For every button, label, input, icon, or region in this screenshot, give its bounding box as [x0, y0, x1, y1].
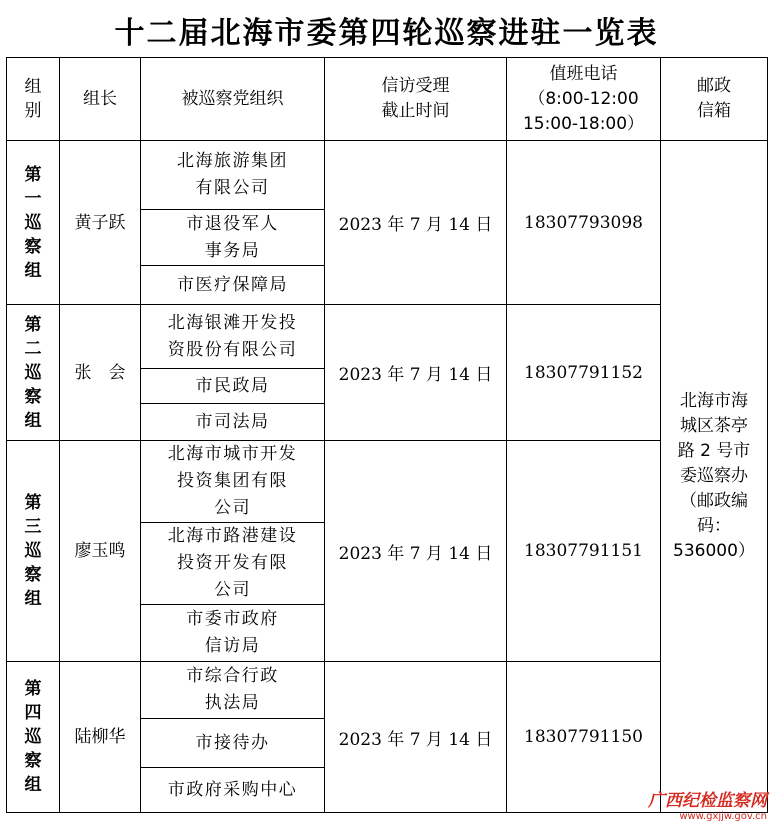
org-cell: 市民政局 — [141, 369, 325, 404]
group-cell: 第四巡察组 — [7, 662, 60, 813]
header-phone-line2: （8:00-12:00 — [528, 88, 639, 109]
phone-cell: 18307791150 — [507, 662, 661, 813]
group-cell: 第一巡察组 — [7, 141, 60, 305]
org-cell: 市综合行政 执法局 — [141, 662, 325, 719]
org-cell: 市政府采购中心 — [141, 768, 325, 813]
org-cell: 市司法局 — [141, 404, 325, 441]
org-cell: 北海市路港建设 投资开发有限 公司 — [141, 523, 325, 605]
header-phone-line3: 15:00-18:00） — [522, 113, 645, 134]
header-row — [7, 58, 768, 141]
org-cell: 北海旅游集团 有限公司 — [141, 141, 325, 210]
leader-cell: 陆柳华 — [60, 662, 141, 813]
org-cell: 市医疗保障局 — [141, 266, 325, 305]
header-group: 组别 — [7, 58, 60, 141]
org-cell: 北海银滩开发投 资股份有限公司 — [141, 305, 325, 369]
phone-cell: 18307793098 — [507, 141, 661, 305]
watermark-url: www.gxjjw.gov.cn — [679, 811, 767, 822]
org-cell: 市接待办 — [141, 719, 325, 768]
header-deadline-line1: 信访受理 — [381, 76, 450, 96]
header-phone-line1: 值班电话 — [549, 63, 618, 84]
table-row — [7, 305, 768, 369]
watermark-logo: 广西纪检监察网 — [648, 791, 767, 811]
org-cell: 市退役军人 事务局 — [141, 210, 325, 266]
org-cell: 北海市城市开发 投资集团有限 公司 — [141, 441, 325, 523]
group-cell: 第三巡察组 — [7, 441, 60, 662]
leader-cell: 黄子跃 — [60, 141, 141, 305]
leader-cell: 张 会 — [60, 305, 141, 441]
header-deadline — [325, 58, 507, 141]
deadline-cell: 2023 年 7 月 14 日 — [325, 662, 507, 813]
header-leader: 组长 — [60, 58, 141, 141]
table-row — [7, 662, 768, 719]
header-org: 被巡察党组织 — [141, 58, 325, 141]
org-cell: 市委市政府 信访局 — [141, 605, 325, 662]
table-row — [7, 441, 768, 523]
leader-cell: 廖玉鸣 — [60, 441, 141, 662]
header-deadline-line2: 截止时间 — [381, 101, 450, 121]
phone-cell: 18307791152 — [507, 305, 661, 441]
deadline-cell: 2023 年 7 月 14 日 — [325, 141, 507, 305]
table-row — [7, 141, 768, 210]
header-phone — [507, 58, 661, 141]
mailbox-cell: 北海市海 城区茶亭 路 2 号市 委巡察办 （邮政编 码： 536000） — [661, 141, 768, 813]
header-mail-line2: 信箱 — [697, 101, 731, 121]
deadline-cell: 2023 年 7 月 14 日 — [325, 441, 507, 662]
header-mail — [661, 58, 768, 141]
page-title: 十二届北海市委第四轮巡察进驻一览表 — [114, 16, 659, 51]
group-cell: 第二巡察组 — [7, 305, 60, 441]
deadline-cell: 2023 年 7 月 14 日 — [325, 305, 507, 441]
watermark — [648, 791, 767, 822]
header-mail-line1: 邮政 — [697, 76, 731, 96]
phone-cell: 18307791151 — [507, 441, 661, 662]
inspection-table — [6, 57, 768, 813]
